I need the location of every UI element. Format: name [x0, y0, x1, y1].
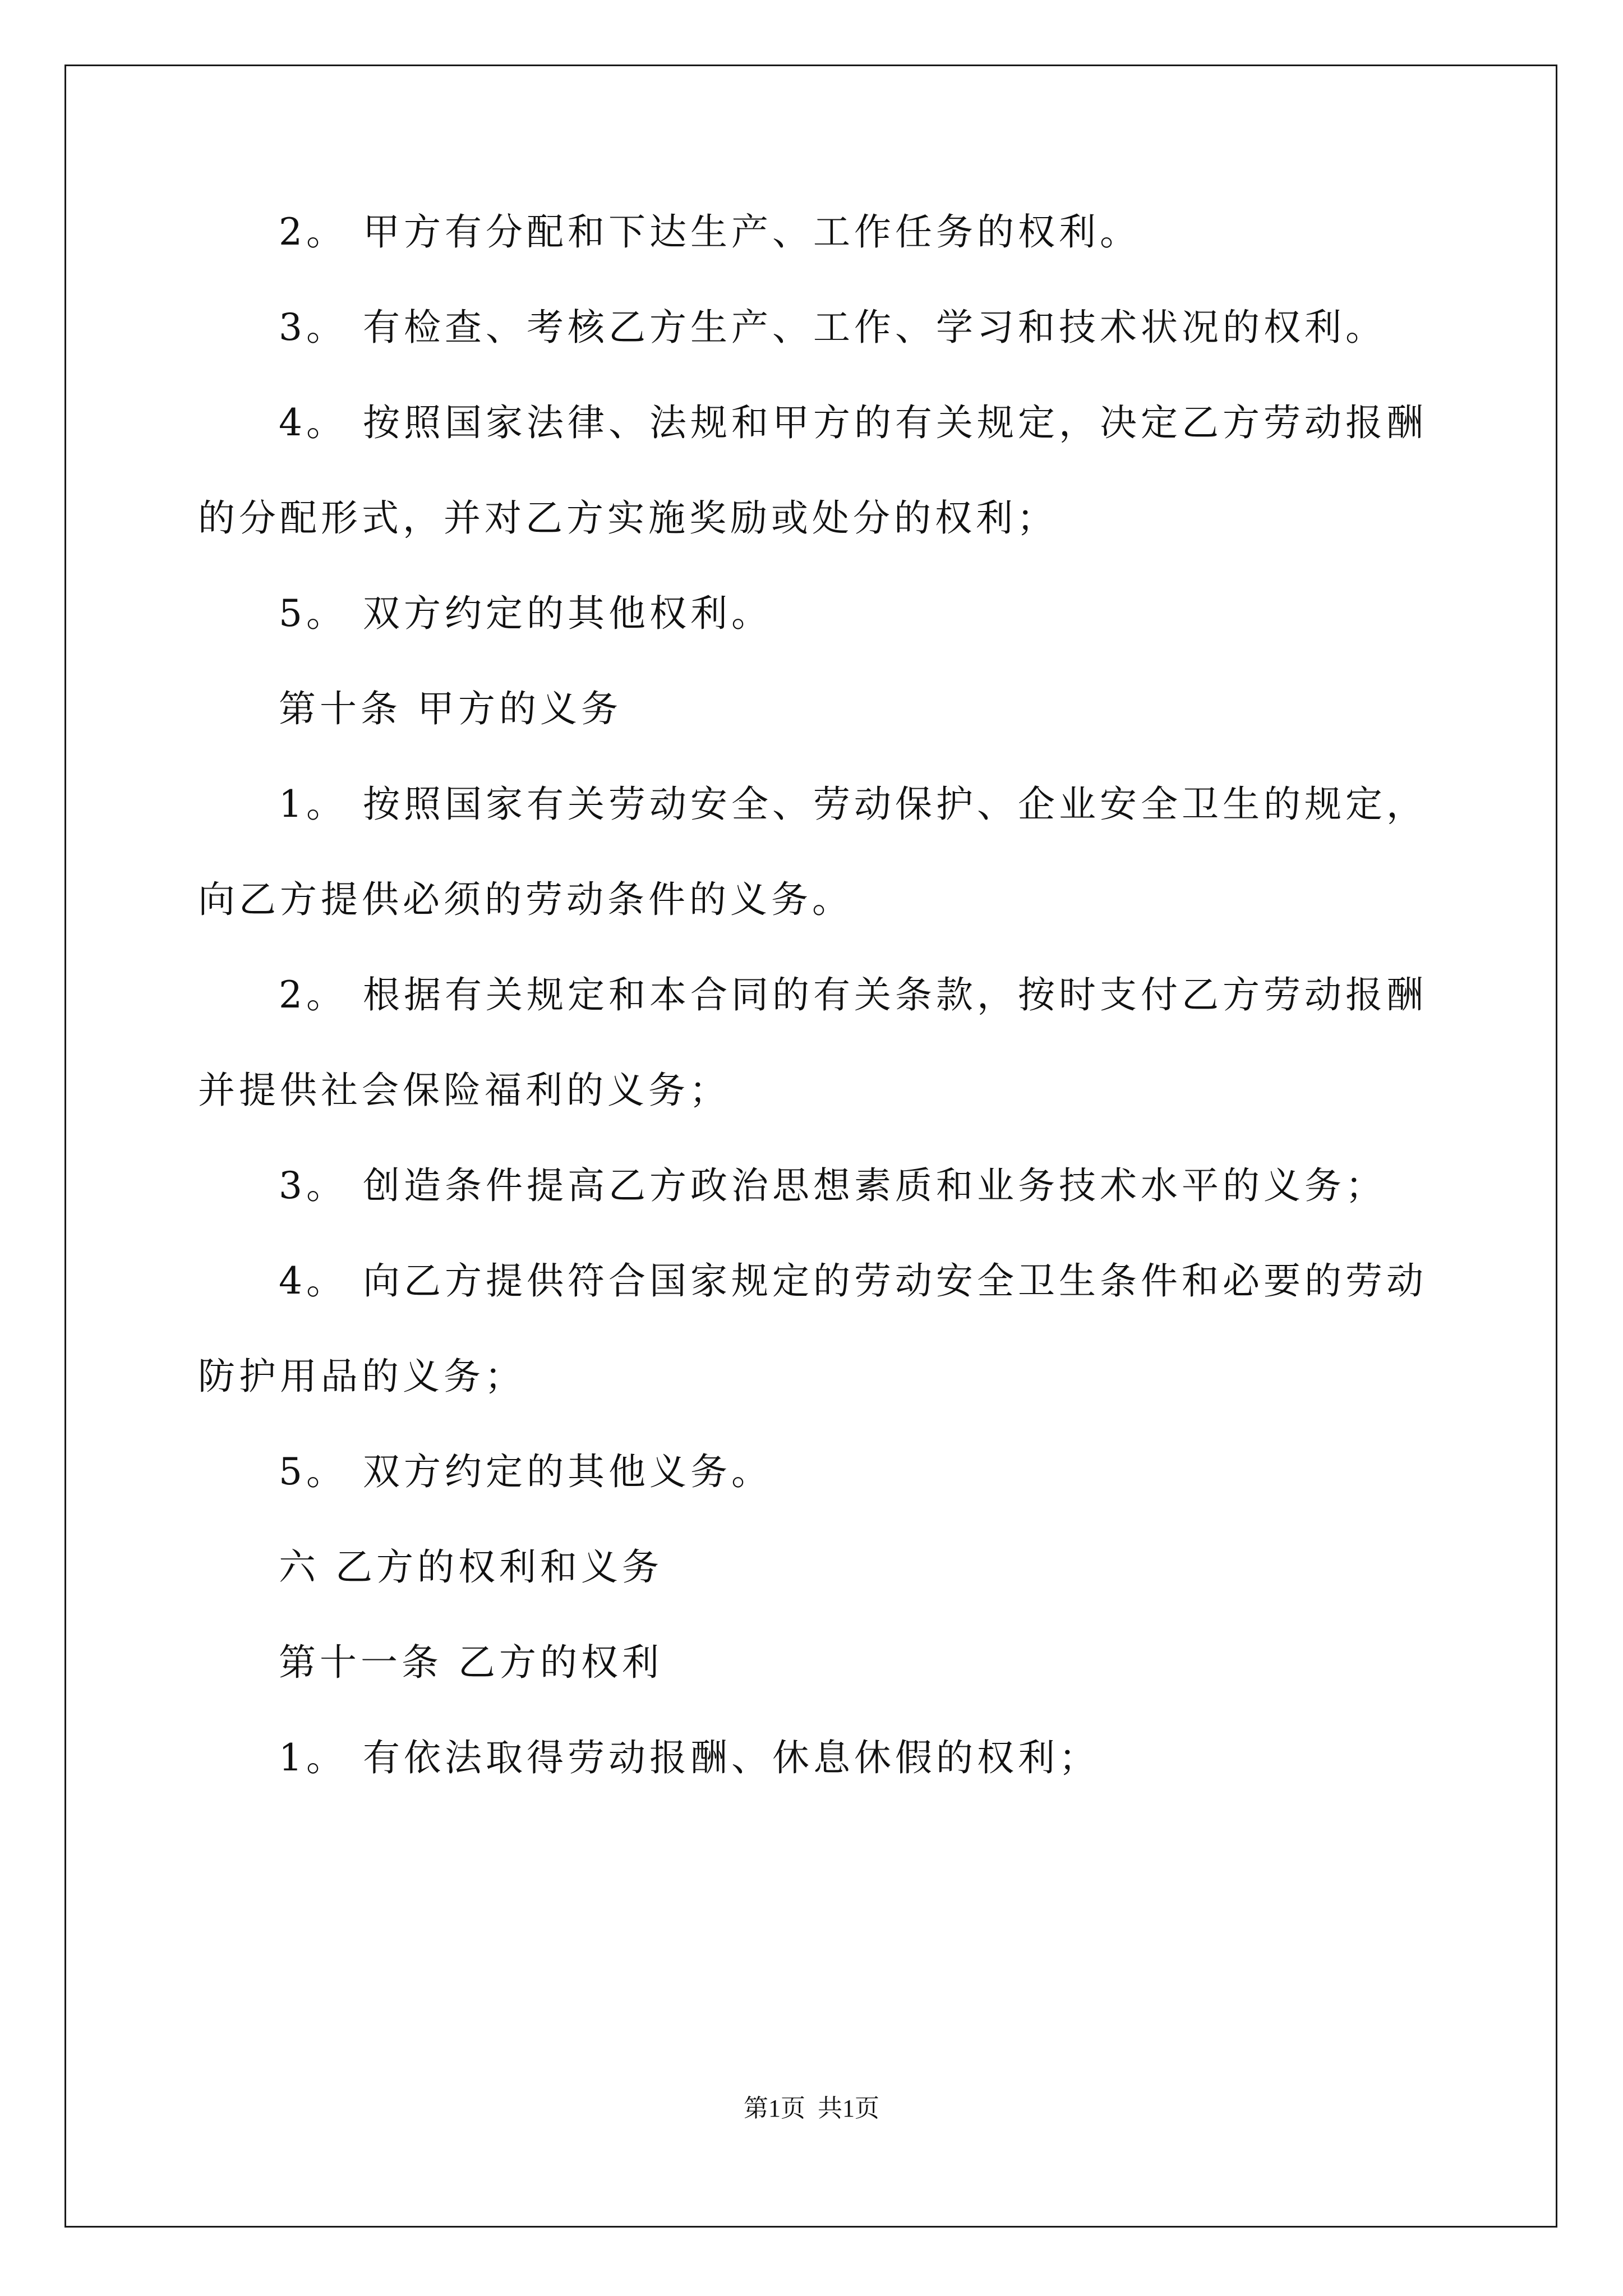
body-line-7: 1。 按照国家有关劳动安全、劳动保护、企业安全卫生的规定，	[279, 783, 1427, 826]
page-number-footer: 第1页 共1页	[744, 2095, 879, 2122]
body-line-2: 3。 有检查、考核乙方生产、工作、学习和技术状况的权利。	[279, 306, 1386, 349]
section-heading-article-10: 第十条 甲方的义务	[279, 687, 622, 730]
body-line-1: 2。 甲方有分配和下达生产、工作任务的权利。	[279, 210, 1141, 254]
section-heading-part-6: 六 乙方的权利和义务	[279, 1545, 663, 1589]
body-line-10: 并提供社会保险福利的义务；	[198, 1069, 730, 1112]
body-line-3: 4。 按照国家法律、法规和甲方的有关规定，决定乙方劳动报酬	[279, 401, 1427, 444]
body-line-14: 5。 双方约定的其他义务。	[279, 1450, 772, 1493]
body-line-12: 4。 向乙方提供符合国家规定的劳动安全卫生条件和必要的劳动	[279, 1259, 1427, 1303]
body-line-9: 2。 根据有关规定和本合同的有关条款，按时支付乙方劳动报酬	[279, 973, 1427, 1016]
section-heading-article-11: 第十一条 乙方的权利	[279, 1641, 663, 1684]
body-line-4: 的分配形式，并对乙方实施奖励或处分的权利；	[198, 496, 1058, 540]
body-line-17: 1。 有依法取得劳动报酬、休息休假的权利；	[279, 1736, 1100, 1779]
page-border	[64, 65, 1557, 2228]
body-line-5: 5。 双方约定的其他权利。	[279, 592, 772, 635]
body-line-11: 3。 创造条件提高乙方政治思想素质和业务技术水平的义务；	[279, 1164, 1386, 1207]
body-line-13: 防护用品的义务；	[198, 1355, 525, 1398]
body-line-8: 向乙方提供必须的劳动条件的义务。	[198, 878, 853, 921]
